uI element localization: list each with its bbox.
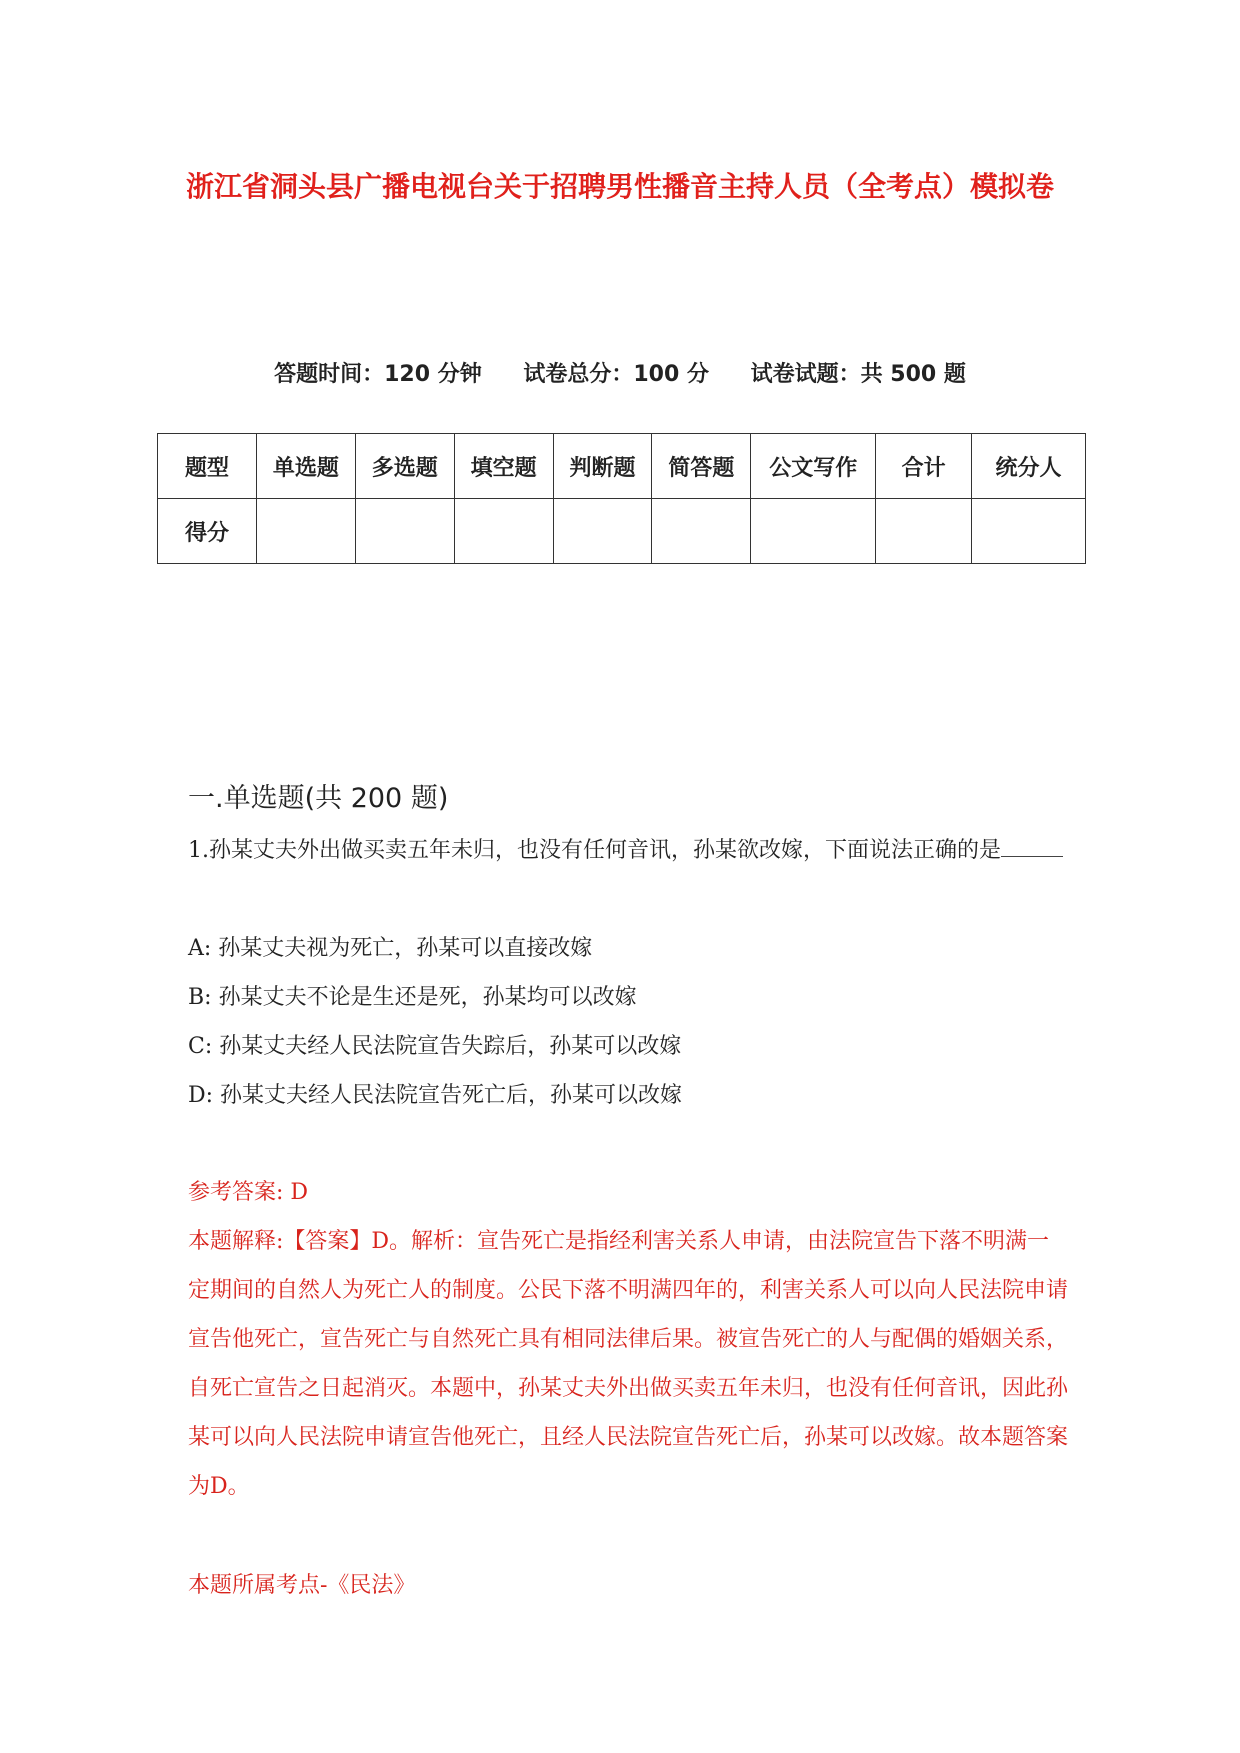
option-c: C: 孙某丈夫经人民法院宣告失踪后，孙某可以改嫁: [188, 1034, 682, 1059]
score-cell: [751, 499, 876, 564]
option-d: D: 孙某丈夫经人民法院宣告死亡后，孙某可以改嫁: [188, 1083, 683, 1108]
score-cell: [454, 499, 553, 564]
score-header-cell: 公文写作: [751, 434, 876, 499]
score-header-cell: 简答题: [652, 434, 751, 499]
score-header-cell: 合计: [876, 434, 972, 499]
option-a: A: 孙某丈夫视为死亡，孙某可以直接改嫁: [188, 936, 593, 961]
score-header-cell: 统分人: [972, 434, 1086, 499]
score-table: [157, 433, 1086, 564]
topic-label: 本题所属考点-《民法》: [188, 1573, 416, 1598]
option-b: B: 孙某丈夫不论是生还是死，孙某均可以改嫁: [188, 985, 637, 1010]
score-cell: [876, 499, 972, 564]
exam-meta: [0, 357, 1240, 388]
exam-time: 答题时间：120 分钟: [274, 362, 482, 387]
score-cell: [256, 499, 355, 564]
score-cell: [553, 499, 652, 564]
page-title: 浙江省洞头县广播电视台关于招聘男性播音主持人员（全考点）模拟卷: [185, 170, 1054, 203]
question-stem: [188, 826, 1068, 875]
score-cell: [652, 499, 751, 564]
score-cell: [972, 499, 1086, 564]
score-header-cell: 判断题: [553, 434, 652, 499]
score-row-label: 得分: [158, 499, 257, 564]
score-header-cell: 题型: [158, 434, 257, 499]
score-table-header-row: [158, 434, 1086, 499]
score-cell: [355, 499, 454, 564]
score-header-cell: 填空题: [454, 434, 553, 499]
score-header-cell: 多选题: [355, 434, 454, 499]
exam-total-score: 试卷总分：100 分: [523, 362, 709, 387]
reference-answer: 参考答案: D: [188, 1180, 309, 1205]
exam-question-count: 试卷试题：共 500 题: [750, 362, 966, 387]
score-table-score-row: [158, 499, 1086, 564]
section-title: 一.单选题(共 200 题): [188, 783, 449, 814]
score-header-cell: 单选题: [256, 434, 355, 499]
question-stem-text: 1.孙某丈夫外出做买卖五年未归，也没有任何音讯，孙某欲改嫁，下面说法正确的是: [188, 838, 1001, 863]
answer-explanation: 本题解释:【答案】D。解析：宣告死亡是指经利害关系人申请，由法院宣告下落不明满一定期间的自然人为死亡人的制度。公民下落不明满四年的，利害关系人可以向人民法院申请宣告他死亡，宣告死亡与自然死亡具有相同法律后果。被宣告死亡的人与配偶的婚姻关系，自死亡宣告之日起消灭。本题中，孙某丈夫外出做买卖五年未归，也没有任何音讯，因此孙某可以向人民法院申请宣告他死亡，且经人民法院宣告死亡后，孙某可以改嫁。故本题答案为D。: [188, 1229, 1069, 1499]
answer-blank: [1001, 830, 1063, 857]
